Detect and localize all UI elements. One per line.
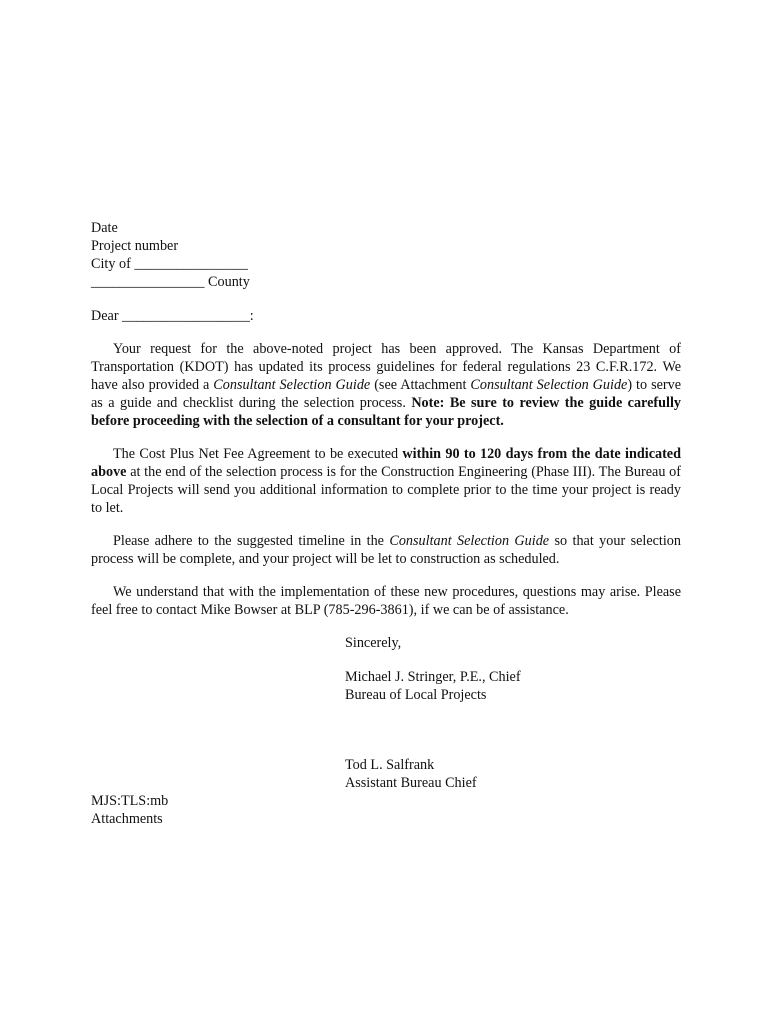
paragraph-timeline [91, 532, 681, 568]
paragraph-text: The Cost Plus Net Fee Agreement to be executed [113, 446, 403, 462]
letter-body [91, 219, 681, 828]
paragraph-text: (see Attachment [370, 377, 471, 393]
salutation: Dear __________________: [91, 308, 254, 324]
paragraph-text: Your request for the above-noted project has been approved. The Kansas Department of Transportation (KDOT) has updated its process guidelines for federal regulations 23 C.F.R.172. We have also provided a [91, 341, 681, 393]
signer-name: Tod L. Salfrank [345, 757, 435, 773]
deadline-text: within 90 to 120 days from the date indicated above [91, 446, 681, 480]
paragraph-text: so that your selection process will be complete, and your project will be let to construction as scheduled. [91, 533, 681, 567]
closing-block [345, 634, 681, 792]
initials-line: MJS:TLS:mb [91, 793, 169, 809]
paragraph-contact: We understand that with the implementation of these new procedures, questions may arise. Please feel free to contact Mike Bowser at BLP (785-296-3861), if we can be of assistance. [91, 584, 681, 618]
signer-title: Assistant Bureau Chief [345, 775, 477, 791]
paragraph-agreement [91, 445, 681, 517]
date-line: Date [91, 220, 118, 236]
county-line: ________________ County [91, 274, 250, 290]
footer-block [91, 792, 681, 828]
signer-title: Bureau of Local Projects [345, 687, 487, 703]
paragraph-text: Please adhere to the suggested timeline in the [113, 533, 390, 549]
valediction: Sincerely, [345, 635, 402, 651]
paragraph-text: at the end of the selection process is for the Construction Engineering (Phase III). The Bureau of Local Projects will send you additional information to complete prior to the time your project is ready to let. [91, 464, 681, 516]
city-line: City of ________________ [91, 256, 248, 272]
paragraph-text: ) to serve as a guide and checklist during the selection process. [91, 377, 682, 411]
attachments-line: Attachments [91, 811, 163, 827]
note-text: Note: Be sure to review the guide carefully before proceeding with the selection of a consultant for your project. [91, 395, 681, 429]
signer-name: Michael J. Stringer, P.E., Chief [345, 669, 521, 685]
guide-title: Consultant Selection Guide [213, 377, 371, 393]
address-block [91, 219, 681, 291]
paragraph-approval [91, 340, 681, 430]
guide-title: Consultant Selection Guide [470, 377, 628, 393]
project-number-line: Project number [91, 238, 179, 254]
guide-title: Consultant Selection Guide [389, 533, 550, 549]
